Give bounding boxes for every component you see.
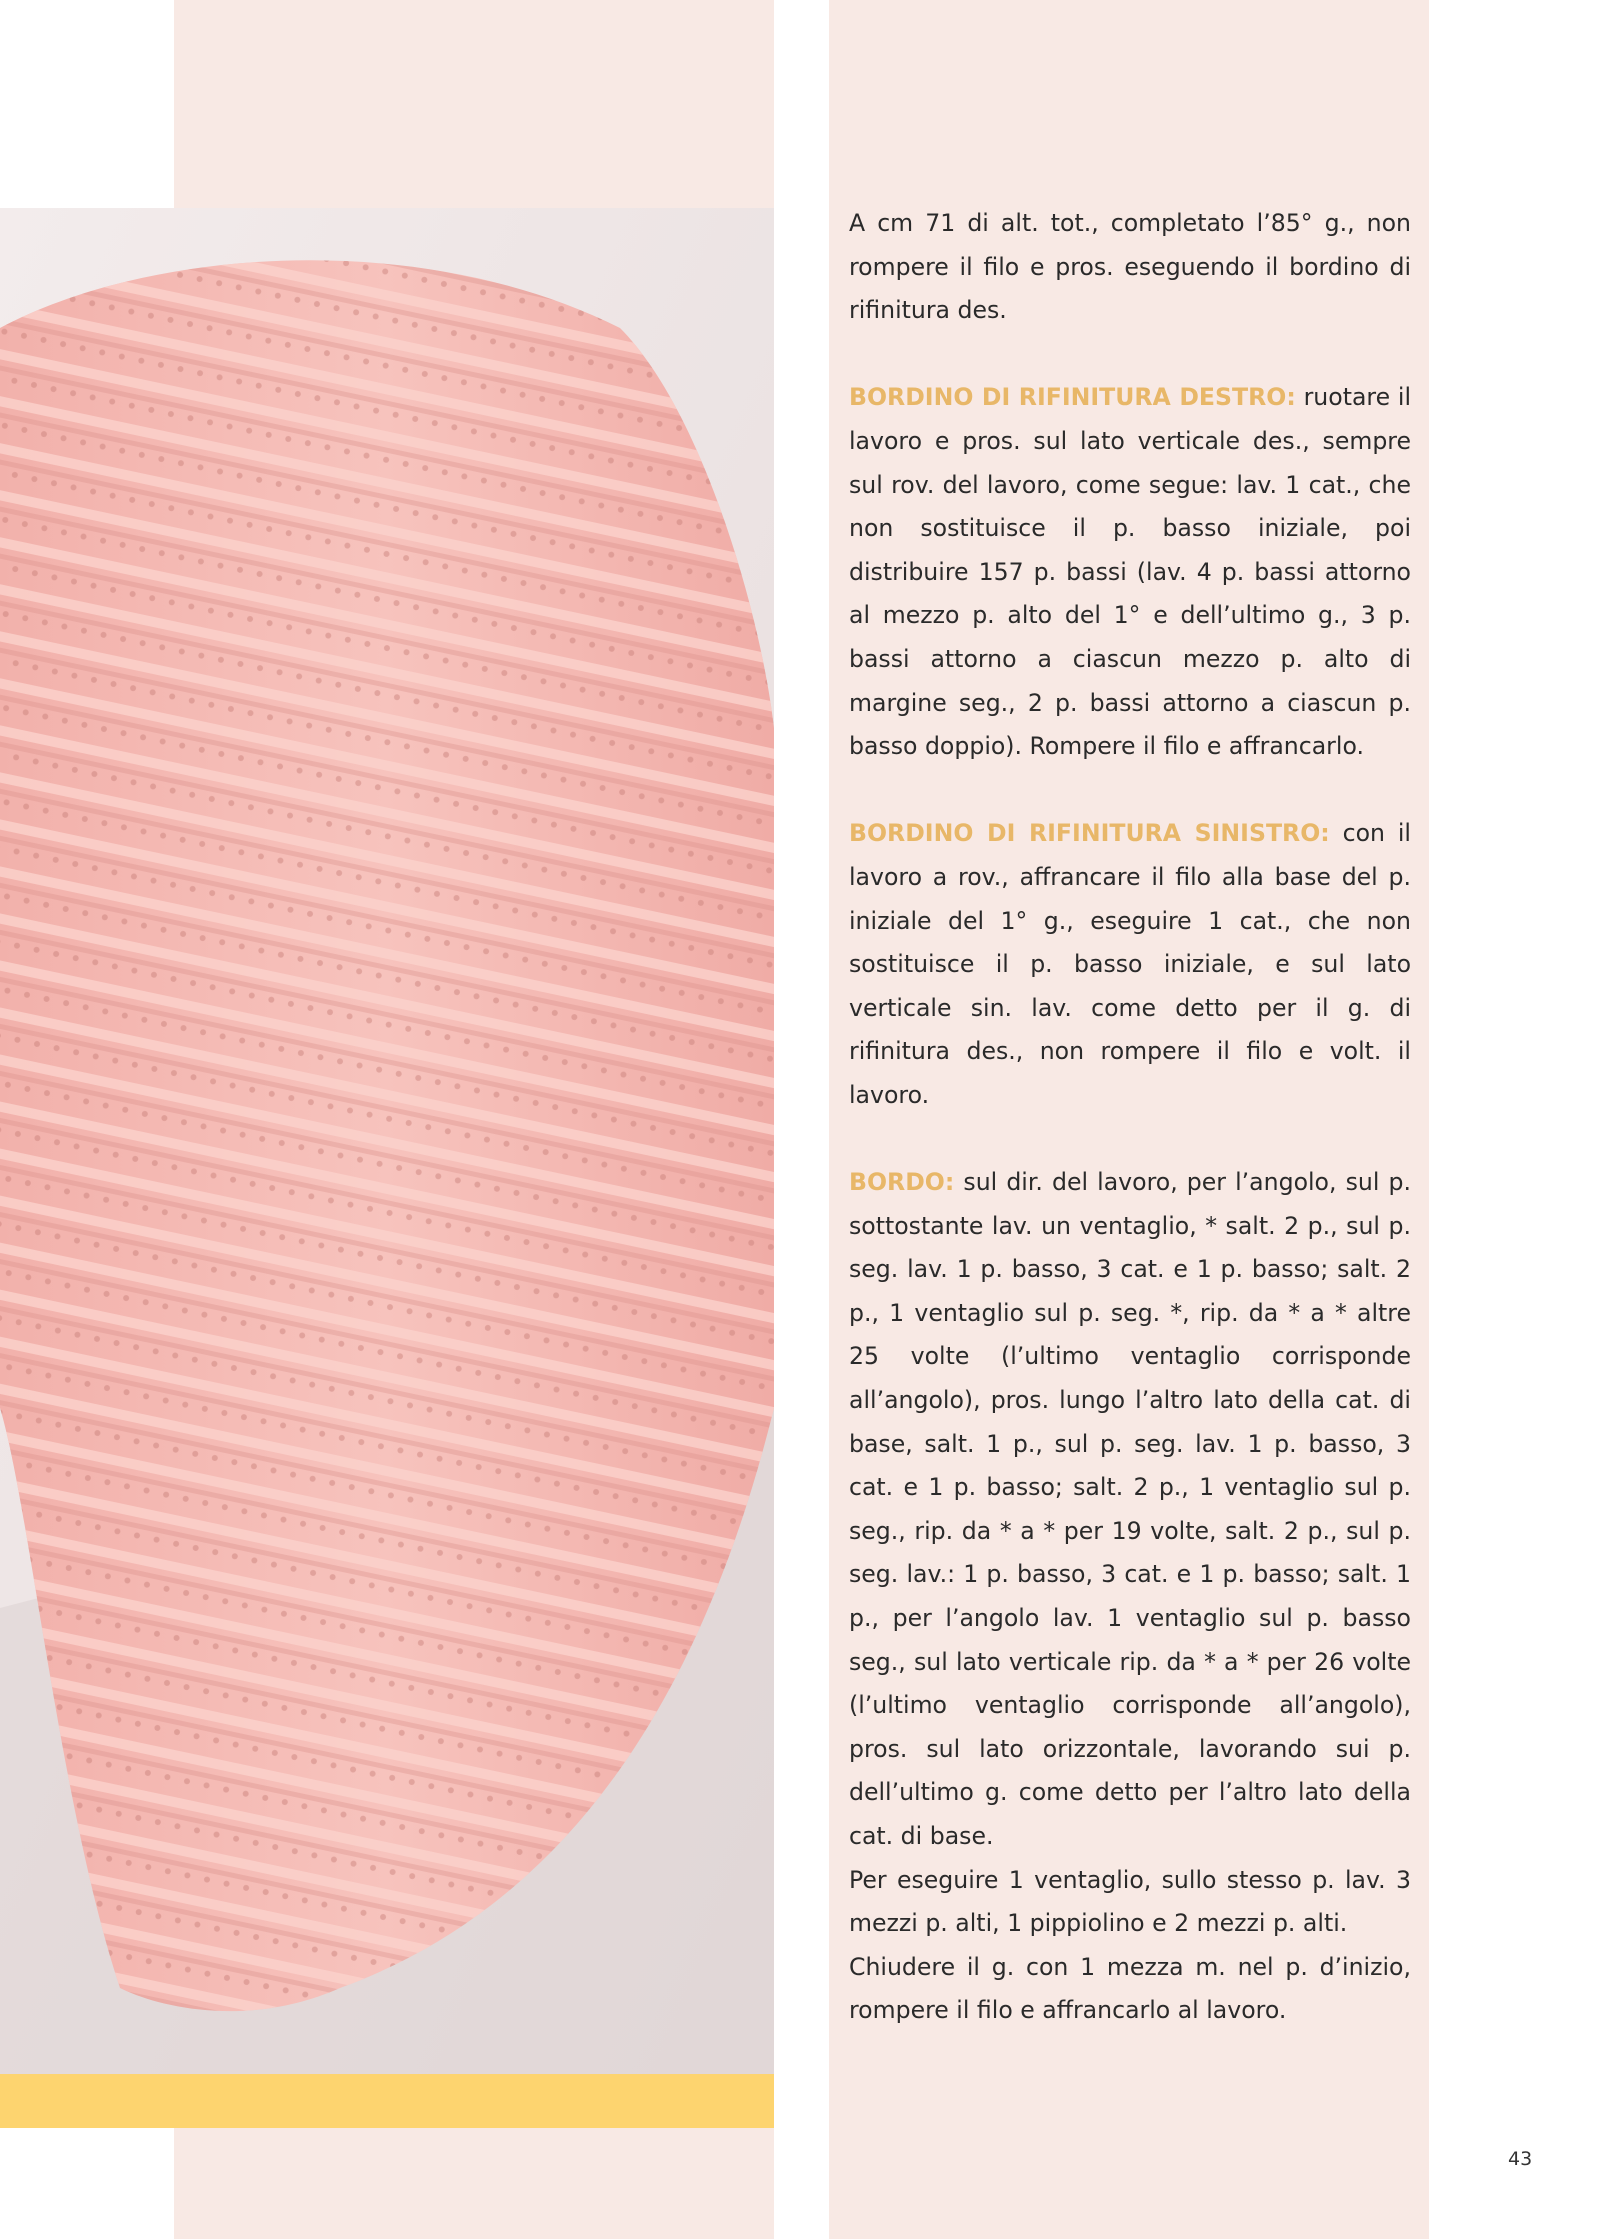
closing-paragraph: Per eseguire 1 ventaglio, sullo stesso p. lav. 3 mezzi p. alti, 1 pippiolino e 2 mezzi p. alti. — [849, 1865, 1411, 1938]
accent-bar — [0, 2074, 774, 2128]
section-text: ruotare il lavoro e pros. sul lato verticale des., sempre sul rov. del lavoro, come segue: lav. 1 cat., che non sostituisce il p. basso iniziale, poi distribuire 157 p. bassi (lav. 4 p. bassi attorno al mezzo p. alto del 1° e dell’ultimo g., 3 p. bassi attorno a ciascun mezzo p. alto di margine seg., 2 p. bassi attorno a ciascun p. basso doppio). Rompere il filo e affrancarlo. — [849, 383, 1412, 761]
section-text: con il lavoro a rov., affrancare il filo alla base del p. iniziale del 1° g., eseguire 1 cat., che non sostituisce il p. basso iniziale, e sul lato verticale sin. lav. come detto per il g. di rifinitura des., non rompere il filo e volt. il lavoro. — [849, 819, 1411, 1109]
section-border — [849, 1161, 1411, 1859]
page-number: 43 — [1508, 2148, 1533, 2170]
section-left-trim — [849, 812, 1411, 1117]
instructions-column — [849, 202, 1411, 2033]
section-heading: BORDINO DI RIFINITURA DESTRO: — [849, 383, 1296, 412]
section-heading: BORDINO DI RIFINITURA SINISTRO: — [849, 819, 1330, 848]
section-heading: BORDO: — [849, 1168, 955, 1197]
closing-paragraph: Chiudere il g. con 1 mezza m. nel p. d’inizio, rompere il filo e affrancarlo al lavoro. — [849, 1952, 1411, 2025]
section-text: sul dir. del lavoro, per l’angolo, sul p. sottostante lav. un ventaglio, * salt. 2 p., sul p. seg. lav. 1 p. basso, 3 cat. e 1 p. basso; salt. 2 p., 1 ventaglio sul p. seg. *, rip. da * a * altre 25 volte (l’ultimo ventaglio corrisponde all’angolo), pros. lungo l’altro lato della cat. di base, salt. 1 p., sul p. seg. lav. 1 p. basso, 3 cat. e 1 p. basso; salt. 2 p., 1 ventaglio sul p. seg., rip. da * a * per 19 volte, salt. 2 p., sul p. seg. lav.: 1 p. basso, 3 cat. e 1 p. basso; salt. 1 p., per l’angolo lav. 1 ventaglio sul p. basso seg., sul lato verticale rip. da * a * per 26 volte (l’ultimo ventaglio corrisponde all’angolo), pros. sul lato orizzontale, lavorando sui p. dell’ultimo g. come detto per l’altro lato della cat. di base. — [849, 1168, 1411, 1850]
intro-paragraph: A cm 71 di alt. tot., completato l’85° g., non rompere il filo e pros. eseguendo il bordino di rifinitura des. — [849, 209, 1411, 325]
blanket-photo-icon — [0, 208, 774, 2074]
section-right-trim — [849, 376, 1411, 768]
pink-crochet-blanket-photo — [0, 208, 774, 2074]
